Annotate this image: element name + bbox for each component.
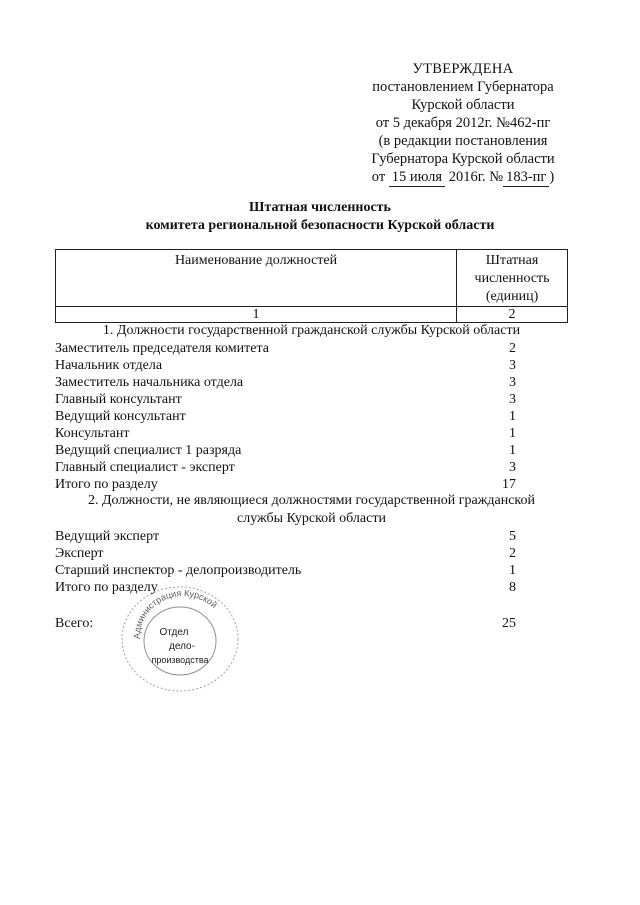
row-value: 1 xyxy=(509,563,516,578)
title-line-2: комитета региональной безопасности Курской области xyxy=(145,218,495,233)
row-value: 1 xyxy=(509,426,516,441)
table-row xyxy=(55,442,516,459)
row-label: Ведущий эксперт xyxy=(55,529,160,544)
approval-line-2: Курской области xyxy=(411,97,515,113)
stamp-inner-line-2: дело- xyxy=(169,641,195,652)
row-value: 2 xyxy=(509,341,516,356)
header-col-count-line-2: численность xyxy=(474,271,550,286)
row-label: Главный специалист - эксперт xyxy=(55,460,235,475)
approval-heading: УТВЕРЖДЕНА xyxy=(412,61,514,77)
subtotal-label: Итого по разделу xyxy=(55,477,158,492)
staff-table-header xyxy=(55,249,568,323)
row-value: 3 xyxy=(509,392,516,407)
row-value: 3 xyxy=(509,375,516,390)
header-num-1: 1 xyxy=(56,307,457,323)
approval-date-suffix: ) xyxy=(549,169,555,185)
table-row xyxy=(55,357,516,374)
document-title xyxy=(0,199,640,235)
section-2-title-line-1: 2. Должности, не являющиеся должностями государственной гражданской xyxy=(87,493,536,508)
section-2-title-line-2: службы Курской области xyxy=(237,511,386,526)
row-value: 1 xyxy=(509,409,516,424)
header-col-count-line-3: (единиц) xyxy=(485,289,539,304)
row-label: Заместитель председателя комитета xyxy=(55,341,269,356)
table-row xyxy=(55,528,516,545)
table-row xyxy=(55,459,516,476)
approval-line-3: от 5 декабря 2012г. №462-пг xyxy=(375,115,551,131)
stamp-inner-line-3: производства xyxy=(151,655,209,665)
total-value: 25 xyxy=(502,616,516,631)
title-line-1: Штатная численность xyxy=(249,200,391,215)
row-label: Главный консультант xyxy=(55,392,182,407)
row-label: Ведущий специалист 1 разряда xyxy=(55,443,242,458)
row-value: 3 xyxy=(509,460,516,475)
total-label: Всего: xyxy=(55,616,94,631)
row-value: 1 xyxy=(509,443,516,458)
approval-date-number: 183-пг xyxy=(503,168,549,187)
approval-date-prefix: от xyxy=(371,169,386,185)
approval-date-line xyxy=(356,168,570,187)
table-row xyxy=(55,391,516,408)
office-stamp xyxy=(118,583,242,695)
row-label: Заместитель начальника отдела xyxy=(55,375,244,390)
subtotal-value: 8 xyxy=(509,580,516,595)
header-col-count-line-1: Штатная xyxy=(485,253,539,268)
row-label: Старший инспектор - делопроизводитель xyxy=(55,563,302,578)
table-row xyxy=(55,340,516,357)
stamp-inner-line-1: Отдел xyxy=(159,627,189,638)
section-2-title xyxy=(55,492,568,528)
section-1-title: 1. Должности государственной гражданской службы Курской области xyxy=(102,323,521,338)
approval-date-year: 2016г. № xyxy=(448,169,504,185)
table-row xyxy=(55,425,516,442)
header-col-positions: Наименование должностей xyxy=(56,250,457,307)
table-row xyxy=(55,374,516,391)
approval-line-4: (в редакции постановления xyxy=(378,133,548,149)
row-value: 3 xyxy=(509,358,516,373)
approval-block xyxy=(356,60,570,187)
table-row xyxy=(55,562,516,579)
row-label: Ведущий консультант xyxy=(55,409,186,424)
table-row xyxy=(55,545,516,562)
row-label: Эксперт xyxy=(55,546,104,561)
subtotal-value: 17 xyxy=(502,477,516,492)
approval-date-day: 15 июля xyxy=(389,168,445,187)
row-value: 2 xyxy=(509,546,516,561)
row-label: Начальник отдела xyxy=(55,358,163,373)
table-row xyxy=(55,408,516,425)
header-num-2: 2 xyxy=(457,307,568,323)
approval-line-1: постановлением Губернатора xyxy=(372,79,554,95)
row-label: Консультант xyxy=(55,426,130,441)
header-col-count xyxy=(457,250,568,307)
section-1-subtotal xyxy=(55,476,516,493)
row-value: 5 xyxy=(509,529,516,544)
subtotal-label: Итого по разделу xyxy=(55,580,158,595)
stamp-ring-text: Администрация Курской xyxy=(131,588,220,640)
approval-line-5: Губернатора Курской области xyxy=(371,151,555,167)
